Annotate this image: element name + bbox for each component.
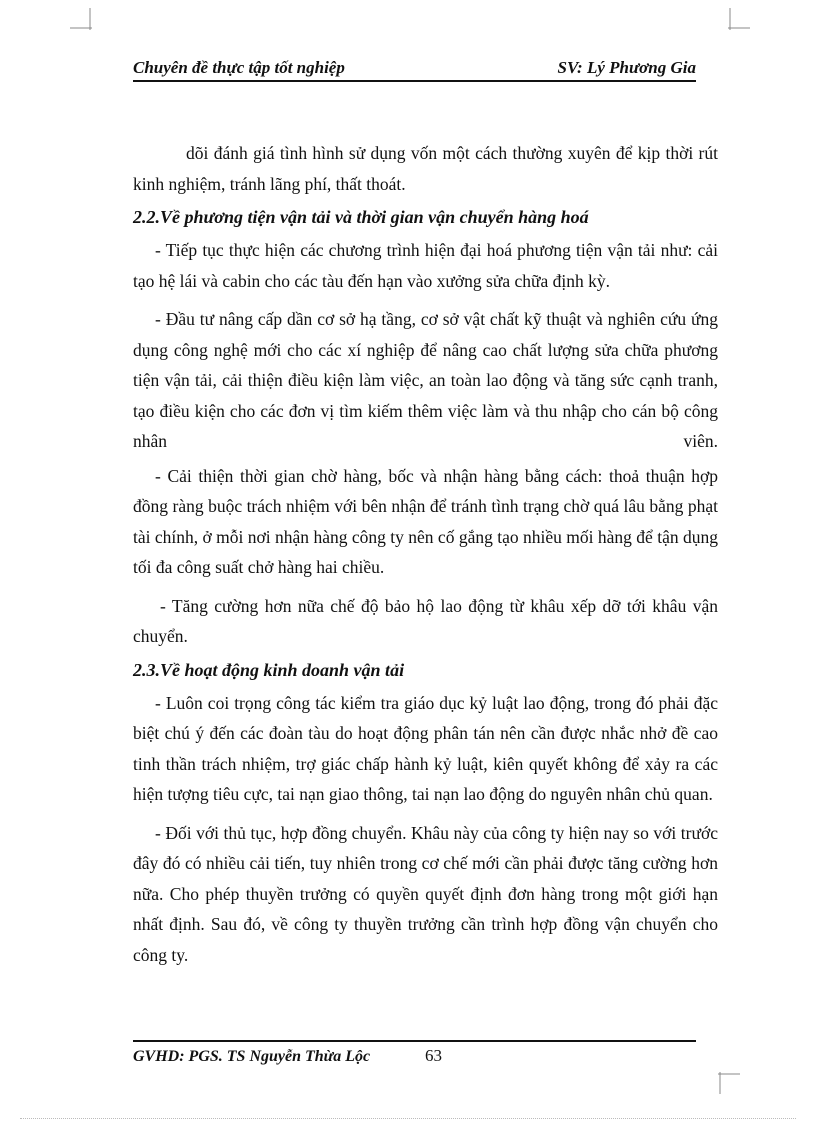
paragraph: dõi đánh giá tình hình sử dụng vốn một cách thường xuyên để kịp thời rút kinh nghiệm, tránh lãng phí, thất thoát.: [133, 143, 718, 194]
student-name: SV: Lý Phương Gia: [557, 58, 696, 77]
page-number: 63: [425, 1046, 442, 1065]
page-header: [133, 54, 696, 82]
advisor-name: GVHD: PGS. TS Nguyễn Thừa Lộc: [133, 1048, 371, 1065]
section-heading: 2.2.Về phương tiện vận tải và thời gian vận chuyển hàng hoá: [133, 207, 589, 227]
document-body: [133, 138, 718, 970]
bottom-right-corner-mark: [712, 1066, 740, 1094]
paragraph: - Đối với thủ tục, hợp đồng chuyển. Khâu này của công ty hiện nay so với trước đây đó có nhiều cải tiến, tuy nhiên trong cơ chế mới cần phải được tăng cường hơn nữa. Cho phép thuyền trưởng có quyền quyết định đơn hàng trong một giới hạn nhất định. Sau đó, về công ty thuyền trưởng cần trình hợp đồng vận chuyển cho công ty.: [133, 822, 718, 965]
page-footer: [133, 1040, 696, 1065]
paragraph: - Cải thiện thời gian chờ hàng, bốc và nhận hàng bằng cách: thoả thuận hợp đồng ràng buộc trách nhiệm với bên nhận để tránh tình trạng chờ quá lâu bằng phạt tài chính, ở mỗi nơi nhận hàng công ty nên cố gắng tạo nhiều mối hàng để tận dụng tối đa công suất chở hàng hai chiều.: [133, 465, 718, 577]
paragraph: - Đầu tư nâng cấp dần cơ sở hạ tầng, cơ sở vật chất kỹ thuật và nghiên cứu ứng dụng công nghệ mới cho các xí nghiệp để nâng cao chất lượng sửa chữa phương tiện vận tải, cải thiện điều kiện làm việc, an toàn lao động và tăng sức cạnh tranh, tạo điều kiện cho các đơn vị tìm kiếm thêm việc làm và thu nhập cho cán bộ công nhân viên.: [133, 309, 718, 451]
top-right-corner-mark: [722, 8, 750, 36]
top-left-corner-mark: [70, 8, 98, 36]
paragraph: - Tăng cường hơn nữa chế độ bảo hộ lao động từ khâu xếp dỡ tới khâu vận chuyển.: [133, 595, 718, 646]
paragraph: - Tiếp tục thực hiện các chương trình hiện đại hoá phương tiện vận tải như: cải tạo hệ lái và cabin cho các tàu đến hạn vào xưởng sửa chữa định kỳ.: [133, 240, 718, 291]
section-heading: 2.3.Về hoạt động kinh doanh vận tải: [133, 659, 405, 680]
page-edge-divider: [20, 1118, 796, 1119]
paragraph: - Luôn coi trọng công tác kiểm tra giáo dục kỷ luật lao động, trong đó phải đặc biệt chú ý đến các đoàn tàu do hoạt động phân tán nên cần được nhắc nhở đề cao tinh thần trách nhiệm, trợ giác chấp hành kỷ luật, kiên quyết không để xảy ra các hiện tượng tiêu cực, tai nạn giao thông, tai nạn lao động do nguyên nhân chủ quan.: [133, 692, 718, 804]
document-title: Chuyên đề thực tập tốt nghiệp: [133, 58, 345, 77]
